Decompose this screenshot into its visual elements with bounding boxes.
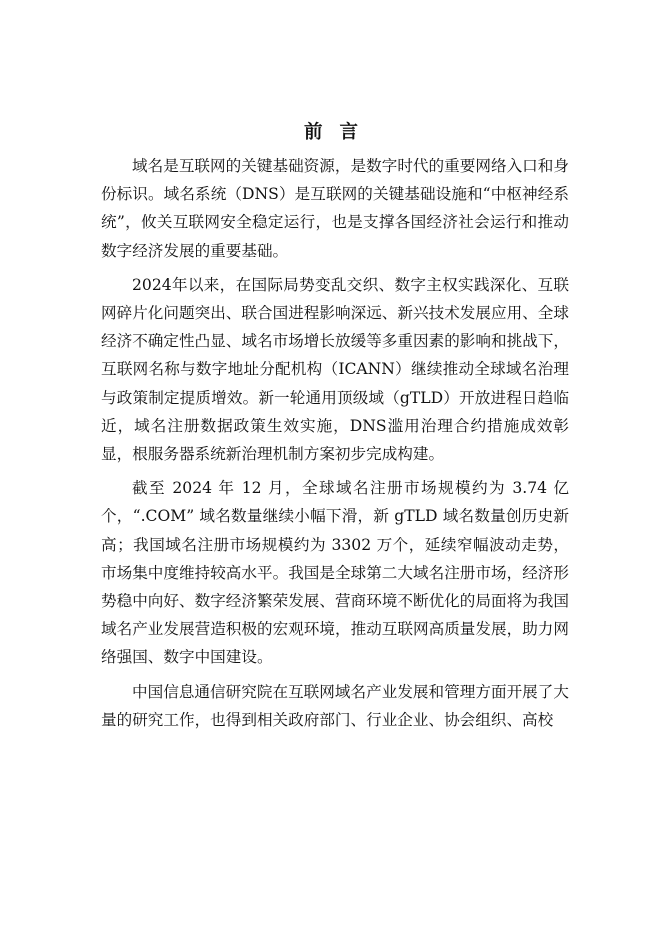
- page-title: 前言: [303, 122, 375, 143]
- document-body: [101, 152, 569, 734]
- paragraph-4: 中国信息通信研究院在互联网域名产业发展和管理方面开展了大量的研究工作，也得到相关政府部门、行业企业、协会组织、高校: [101, 682, 569, 729]
- paragraph-3: 截至 2024 年 12 月，全球域名注册市场规模约为 3.74 亿个，“.COM” 域名数量继续小幅下滑，新 gTLD 域名数量创历史新高；我国域名注册市场规模约为 3302 万个，延续窄幅波动走势，市场集中度维持较高水平。我国是全球第二大域名注册市场，经济形势稳中向好、数字经济繁荣发展、营商环境不断优化的局面将为我国域名产业发展营造积极的宏观环境，推动互联网高质量发展，助力网络强国、数字中国建设。: [101, 479, 569, 667]
- paragraph-2: 2024年以来，在国际局势变乱交织、数字主权实践深化、互联网碎片化问题突出、联合国进程影响深远、新兴技术发展应用、全球经济不确定性凸显、域名市场增长放缓等多重因素的影响和挑战下，互联网名称与数字地址分配机构（ICANN）继续推动全球域名治理与政策制定提质增效。新一轮通用顶级域（gTLD）开放进程日趋临近，域名注册数据政策生效实施，DNS滥用治理合约措施成效彰显，根服务器系统新治理机制方案初步完成构建。: [101, 275, 569, 464]
- paragraph-1: 域名是互联网的关键基础资源，是数字时代的重要网络入口和身份标识。域名系统（DNS）是互联网的关键基础设施和“中枢神经系统”，攸关互联网安全稳定运行，也是支撑各国经济社会运行和推动数字经济发展的重要基础。: [101, 157, 569, 260]
